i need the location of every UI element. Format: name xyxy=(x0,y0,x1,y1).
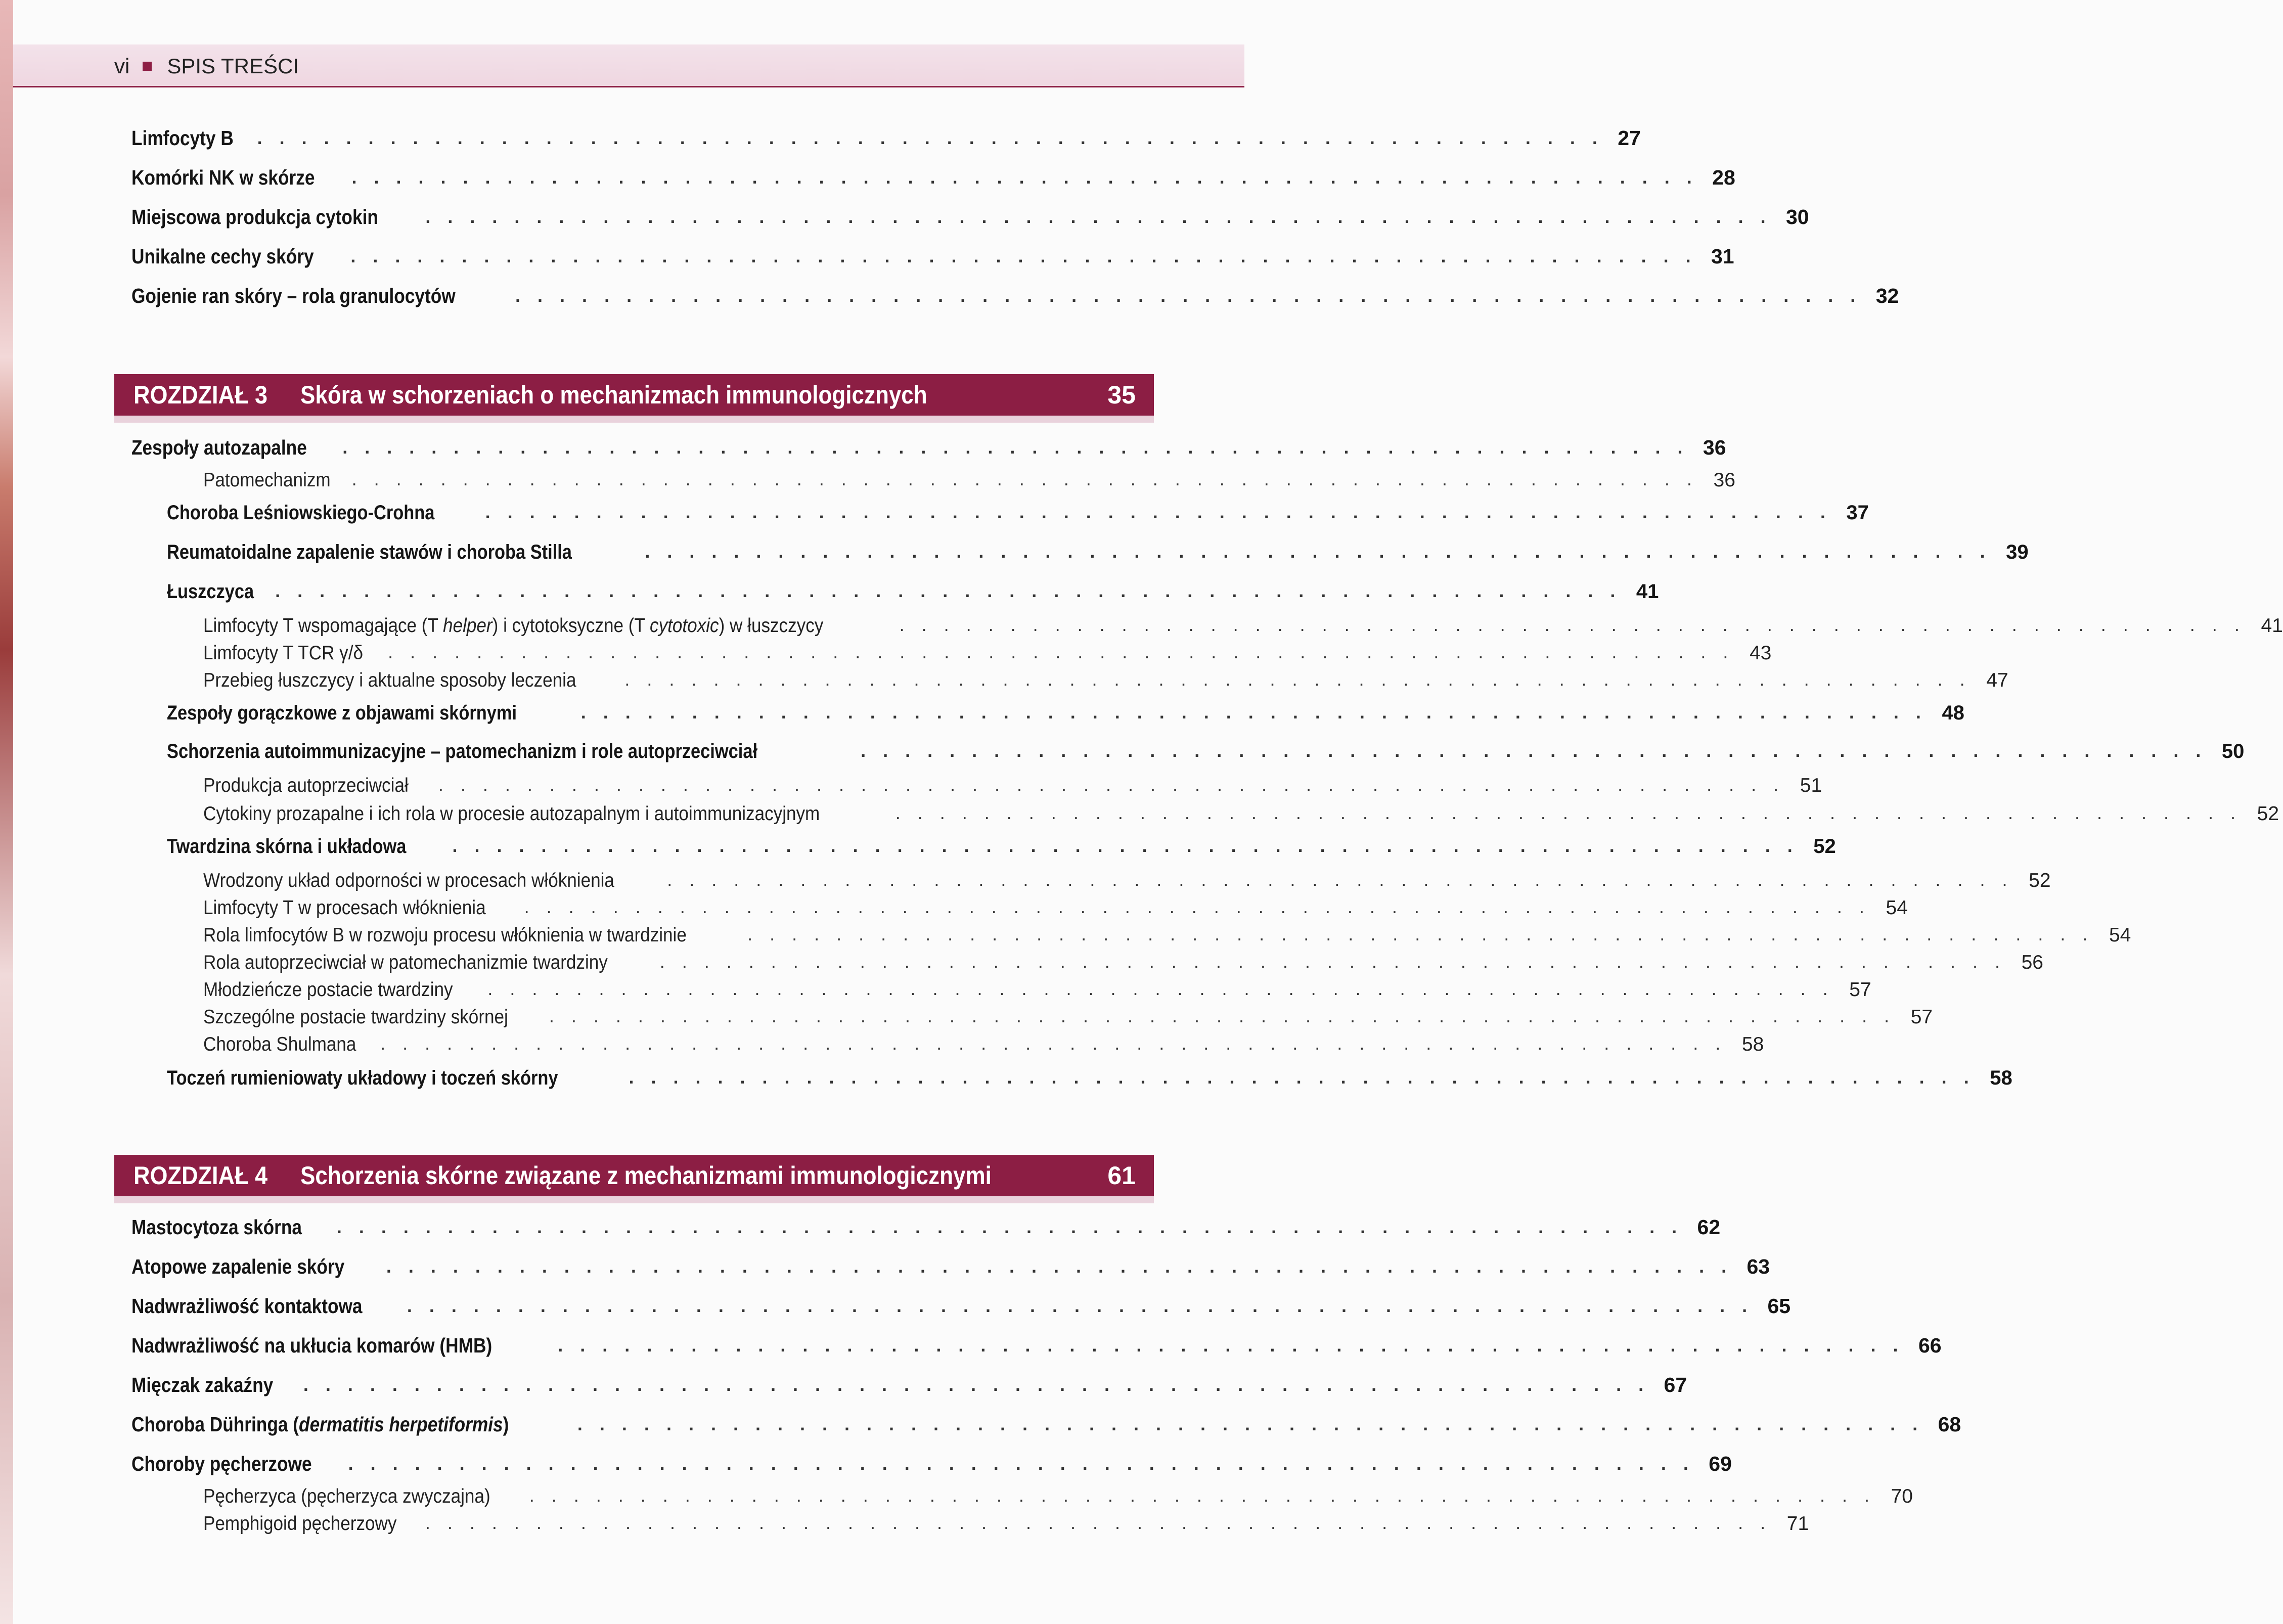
toc-entry-page: 41 xyxy=(2261,615,2283,637)
toc-entry-title: Gojenie ran skóry – rola granulocytów xyxy=(131,284,456,307)
toc-subentry[interactable] xyxy=(203,802,2279,825)
toc-entry-page: 47 xyxy=(1986,669,2008,691)
chapter-title: Skóra w schorzeniach o mechanizmach immunologicznych xyxy=(300,381,927,409)
toc-subentry[interactable] xyxy=(203,924,2131,946)
toc-entry-title: Unikalne cechy skóry xyxy=(131,245,314,268)
toc-entry[interactable] xyxy=(131,436,1726,460)
toc-entry[interactable] xyxy=(131,1294,1791,1318)
toc-entry[interactable] xyxy=(131,205,1809,229)
toc-entry-page: 71 xyxy=(1786,1513,1809,1535)
toc-entry-title: Limfocyty T w procesach włóknienia xyxy=(203,897,486,919)
leader-dots: . . . . . . . . . . . . . . . . . . . . . . . . . . . . . . . . . . . . . . . . . . . . . . . . . . . . . . . . . . . . . xyxy=(303,1374,1650,1395)
leader-dots: . . . . . . . . . . . . . . . . . . . . . . . . . . . . . . . . . . . . . . . . . . . . . . . . . . . . . . . . . . . . . xyxy=(487,978,1834,999)
toc-entry[interactable] xyxy=(131,1452,1732,1476)
leader-dots: . . . . . . . . . . . . . . . . . . . . . . . . . . . . . . . . . . . . . . . . . . . . . . . . . . . . . . . . . . . . . xyxy=(257,127,1603,148)
toc-entry-page: 66 xyxy=(1918,1334,1942,1357)
toc-entry[interactable] xyxy=(167,702,1964,725)
leader-dots: . . . . . . . . . . . . . . . . . . . . . . . . . . . . . . . . . . . . . . . . . . . . . . . . . . . . . . . . . . . . . xyxy=(747,924,2094,944)
toc-entry-title: Zespoły gorączkowe z objawami skórnymi xyxy=(167,702,517,724)
toc-entry-title: Mastocytoza skórna xyxy=(131,1215,302,1239)
leader-dots: . . . . . . . . . . . . . . . . . . . . . . . . . . . . . . . . . . . . . . . . . . . . . . . . . . . . . . . . . . . . . xyxy=(895,802,2242,823)
toc-entry-page: 68 xyxy=(1938,1413,1961,1436)
chapter-label: ROZDZIAŁ 3 xyxy=(133,381,267,409)
toc-subentry[interactable] xyxy=(203,642,1772,664)
toc-entry-page: 57 xyxy=(1849,979,1871,1001)
leader-dots: . . . . . . . . . . . . . . . . . . . . . . . . . . . . . . . . . . . . . . . . . . . . . . . . . . . . . . . . . . . . . xyxy=(438,774,1785,795)
header-section-title: SPIS TREŚCI xyxy=(167,54,299,78)
toc-subentry[interactable] xyxy=(203,669,2008,692)
leader-dots: . . . . . . . . . . . . . . . . . . . . . . . . . . . . . . . . . . . . . . . . . . . . . . . . . . . . . . . . . . . . . xyxy=(380,1033,1727,1054)
toc-entry-page: 41 xyxy=(1636,580,1659,603)
toc-entry-page: 39 xyxy=(2006,541,2029,563)
leader-dots: . . . . . . . . . . . . . . . . . . . . . . . . . . . . . . . . . . . . . . . . . . . . . . . . . . . . . . . . . . . . . xyxy=(386,1256,1733,1277)
toc-entry[interactable] xyxy=(167,502,1869,524)
toc-entry-page: 36 xyxy=(1713,469,1735,491)
toc-entry-page: 58 xyxy=(1741,1033,1764,1055)
toc-entry[interactable] xyxy=(131,1334,1942,1358)
toc-entry-page: 50 xyxy=(2221,740,2245,762)
toc-entry-page: 36 xyxy=(1703,436,1726,459)
toc-entry[interactable] xyxy=(131,126,1641,150)
leader-dots: . . . . . . . . . . . . . . . . . . . . . . . . . . . . . . . . . . . . . . . . . . . . . . . . . . . . . . . . . . . . . xyxy=(645,541,1991,562)
leader-dots: . . . . . . . . . . . . . . . . . . . . . . . . . . . . . . . . . . . . . . . . . . . . . . . . . . . . . . . . . . . . . xyxy=(580,702,1927,723)
chapter-page: 61 xyxy=(1107,1161,1136,1190)
toc-entry-page: 63 xyxy=(1747,1255,1770,1278)
toc-entry-page: 51 xyxy=(1800,775,1822,796)
toc-entry-page: 67 xyxy=(1664,1373,1687,1396)
toc-entry-title: Cytokiny prozapalne i ich rola w procesie autozapalnym i autoimmunizacyjnym xyxy=(203,803,820,825)
toc-subentry[interactable] xyxy=(203,1033,1764,1056)
toc-entry[interactable] xyxy=(167,740,2245,763)
toc-entry-page: 70 xyxy=(1891,1485,1913,1507)
toc-entry[interactable] xyxy=(167,835,1836,858)
chapter-underline xyxy=(114,416,1154,423)
chapter-4-header[interactable] xyxy=(114,1155,1154,1196)
leader-dots: . . . . . . . . . . . . . . . . . . . . . . . . . . . . . . . . . . . . . . . . . . . . . . . . . . . . . . . . . . . . . xyxy=(659,951,2006,972)
header-page-number: vi xyxy=(114,54,130,78)
toc-entry-title: Komórki NK w skórze xyxy=(131,166,315,189)
page-edge-decoration xyxy=(0,0,13,1624)
chapter-label: ROZDZIAŁ 4 xyxy=(133,1161,267,1190)
toc-entry-title: Przebieg łuszczycy i aktualne sposoby leczenia xyxy=(203,669,576,691)
toc-entry[interactable] xyxy=(167,1067,2012,1090)
toc-entry-page: 48 xyxy=(1942,702,1964,724)
toc-entry-title: Choroba Leśniowskiego-Crohna xyxy=(167,502,435,524)
toc-entry-title: Patomechanizm xyxy=(203,469,331,491)
toc-entry-title: Wrodzony układ odporności w procesach włóknienia xyxy=(203,870,614,891)
toc-entry[interactable] xyxy=(131,1255,1770,1279)
toc-subentry[interactable] xyxy=(203,1485,1913,1508)
leader-dots: . . . . . . . . . . . . . . . . . . . . . . . . . . . . . . . . . . . . . . . . . . . . . . . . . . . . . . . . . . . . . xyxy=(342,437,1689,458)
toc-entry-page: 69 xyxy=(1709,1452,1732,1475)
toc-entry-title: Mięczak zakaźny xyxy=(131,1373,274,1396)
chapter-3-header[interactable] xyxy=(114,374,1154,416)
toc-entry-title: Nadwrażliwość kontaktowa xyxy=(131,1294,363,1318)
toc-entry-page: 52 xyxy=(1813,835,1836,858)
toc-subentry[interactable] xyxy=(203,774,1822,797)
toc-entry-page: 58 xyxy=(1990,1067,2012,1089)
toc-subentry[interactable] xyxy=(203,1512,1809,1535)
toc-entry-title: Limfocyty T TCR γ/δ xyxy=(203,642,364,664)
toc-entry-page: 30 xyxy=(1785,205,1809,229)
toc-subentry[interactable] xyxy=(203,978,1871,1001)
toc-entry[interactable] xyxy=(131,1215,1721,1239)
leader-dots: . . . . . . . . . . . . . . . . . . . . . . . . . . . . . . . . . . . . . . . . . . . . . . . . . . . . . . . . . . . . . xyxy=(515,285,1862,306)
toc-entry-page: 57 xyxy=(1910,1006,1933,1028)
leader-dots: . . . . . . . . . . . . . . . . . . . . . . . . . . . . . . . . . . . . . . . . . . . . . . . . . . . . . . . . . . . . . xyxy=(861,740,2207,761)
leader-dots: . . . . . . . . . . . . . . . . . . . . . . . . . . . . . . . . . . . . . . . . . . . . . . . . . . . . . . . . . . . . . xyxy=(275,580,1622,601)
toc-entry-title: Zespoły autozapalne xyxy=(131,436,307,459)
toc-entry-title: Toczeń rumieniowaty układowy i toczeń skórny xyxy=(167,1067,558,1089)
toc-entry[interactable] xyxy=(131,245,1734,268)
toc-entry-title: Choroba Dühringa (dermatitis herpetiformis) xyxy=(131,1413,509,1436)
toc-entry-page: 27 xyxy=(1618,126,1641,150)
toc-subentry[interactable] xyxy=(203,896,1908,919)
leader-dots: . . . . . . . . . . . . . . . . . . . . . . . . . . . . . . . . . . . . . . . . . . . . . . . . . . . . . . . . . . . . . xyxy=(524,896,1870,917)
leader-dots: . . . . . . . . . . . . . . . . . . . . . . . . . . . . . . . . . . . . . . . . . . . . . . . . . . . . . . . . . . . . . xyxy=(667,869,2013,890)
toc-entry-title: Młodzieńcze postacie twardziny xyxy=(203,979,453,1001)
toc-entry-title: Pęcherzyca (pęcherzyca zwyczajna) xyxy=(203,1485,490,1507)
leader-dots: . . . . . . . . . . . . . . . . . . . . . . . . . . . . . . . . . . . . . . . . . . . . . . . . . . . . . . . . . . . . . xyxy=(899,614,2246,635)
leader-dots: . . . . . . . . . . . . . . . . . . . . . . . . . . . . . . . . . . . . . . . . . . . . . . . . . . . . . . . . . . . . . xyxy=(485,502,1831,522)
leader-dots: . . . . . . . . . . . . . . . . . . . . . . . . . . . . . . . . . . . . . . . . . . . . . . . . . . . . . . . . . . . . . xyxy=(558,1335,1904,1356)
leader-dots: . . . . . . . . . . . . . . . . . . . . . . . . . . . . . . . . . . . . . . . . . . . . . . . . . . . . . . . . . . . . . xyxy=(549,1006,1896,1026)
toc-entry-title: Twardzina skórna i układowa xyxy=(167,835,407,858)
toc-entry[interactable] xyxy=(131,166,1735,190)
toc-entry-page: 31 xyxy=(1711,245,1734,268)
leader-dots: . . . . . . . . . . . . . . . . . . . . . . . . . . . . . . . . . . . . . . . . . . . . . . . . . . . . . . . . . . . . . xyxy=(336,1216,1683,1237)
leader-dots: . . . . . . . . . . . . . . . . . . . . . . . . . . . . . . . . . . . . . . . . . . . . . . . . . . . . . . . . . . . . . xyxy=(351,167,1698,188)
toc-subentry[interactable] xyxy=(203,869,2051,892)
toc-entry-page: 56 xyxy=(2021,952,2043,973)
toc-entry-page: 43 xyxy=(1749,642,1772,664)
toc-entry-page: 37 xyxy=(1846,502,1869,524)
leader-dots: . . . . . . . . . . . . . . . . . . . . . . . . . . . . . . . . . . . . . . . . . . . . . . . . . . . . . . . . . . . . . xyxy=(407,1295,1754,1316)
toc-entry-title: Szczególne postacie twardziny skórnej xyxy=(203,1006,508,1028)
toc-entry-title: Nadwrażliwość na ukłucia komarów (HMB) xyxy=(131,1334,493,1357)
toc-entry-title: Atopowe zapalenie skóry xyxy=(131,1255,345,1278)
chapter-underline xyxy=(114,1196,1154,1203)
toc-entry-page: 54 xyxy=(2109,924,2131,946)
leader-dots: . . . . . . . . . . . . . . . . . . . . . . . . . . . . . . . . . . . . . . . . . . . . . . . . . . . . . . . . . . . . . xyxy=(425,206,1772,227)
toc-entry-title: Rola autoprzeciwciał w patomechanizmie twardziny xyxy=(203,952,608,973)
toc-entry-title: Łuszczyca xyxy=(167,580,254,603)
leader-dots: . . . . . . . . . . . . . . . . . . . . . . . . . . . . . . . . . . . . . . . . . . . . . . . . . . . . . . . . . . . . . xyxy=(452,835,1799,856)
toc-entry-title: Choroby pęcherzowe xyxy=(131,1452,312,1475)
leader-dots: . . . . . . . . . . . . . . . . . . . . . . . . . . . . . . . . . . . . . . . . . . . . . . . . . . . . . . . . . . . . . xyxy=(624,669,1971,690)
toc-entry[interactable] xyxy=(167,580,1659,603)
square-bullet-icon xyxy=(143,62,152,71)
toc-entry-title: Pemphigoid pęcherzowy xyxy=(203,1513,397,1535)
toc-entry-title: Schorzenia autoimmunizacyjne – patomechanizm i role autoprzeciwciał xyxy=(167,740,758,762)
toc-entry-title: Choroba Shulmana xyxy=(203,1033,356,1055)
toc-entry-title: Reumatoidalne zapalenie stawów i choroba Stilla xyxy=(167,541,572,563)
running-header xyxy=(114,52,299,80)
toc-entry-page: 32 xyxy=(1875,284,1899,307)
toc-entry-page: 28 xyxy=(1712,166,1735,189)
toc-subentry[interactable] xyxy=(203,614,2283,637)
chapter-page: 35 xyxy=(1107,381,1136,409)
leader-dots: . . . . . . . . . . . . . . . . . . . . . . . . . . . . . . . . . . . . . . . . . . . . . . . . . . . . . . . . . . . . . xyxy=(425,1512,1772,1533)
leader-dots: . . . . . . . . . . . . . . . . . . . . . . . . . . . . . . . . . . . . . . . . . . . . . . . . . . . . . . . . . . . . . xyxy=(529,1485,1875,1506)
toc-entry-page: 52 xyxy=(2257,803,2279,825)
leader-dots: . . . . . . . . . . . . . . . . . . . . . . . . . . . . . . . . . . . . . . . . . . . . . . . . . . . . . . . . . . . . . xyxy=(350,246,1697,266)
toc-subentry[interactable] xyxy=(203,1006,1933,1028)
toc-entry-title: Produkcja autoprzeciwciał xyxy=(203,775,409,796)
toc-entry[interactable] xyxy=(131,1373,1687,1397)
toc-entry-title: Rola limfocytów B w rozwoju procesu włóknienia w twardzinie xyxy=(203,924,687,946)
toc-entry[interactable] xyxy=(131,284,1899,308)
toc-subentry[interactable] xyxy=(203,951,2043,974)
leader-dots: . . . . . . . . . . . . . . . . . . . . . . . . . . . . . . . . . . . . . . . . . . . . . . . . . . . . . . . . . . . . . xyxy=(629,1067,1975,1088)
leader-dots: . . . . . . . . . . . . . . . . . . . . . . . . . . . . . . . . . . . . . . . . . . . . . . . . . . . . . . . . . . . . . xyxy=(388,642,1734,662)
chapter-title: Schorzenia skórne związane z mechanizmami immunologicznymi xyxy=(300,1161,992,1190)
toc-entry[interactable] xyxy=(167,541,2029,564)
leader-dots: . . . . . . . . . . . . . . . . . . . . . . . . . . . . . . . . . . . . . . . . . . . . . . . . . . . . . . . . . . . . . xyxy=(351,469,1698,489)
toc-entry[interactable] xyxy=(131,1413,1961,1436)
toc-entry-page: 65 xyxy=(1767,1294,1791,1318)
toc-entry-page: 52 xyxy=(2029,870,2051,891)
toc-entry-title: Limfocyty T wspomagające (T helper) i cytotoksyczne (T cytotoxic) w łuszczycy xyxy=(203,615,824,637)
toc-entry-page: 62 xyxy=(1697,1215,1721,1239)
toc-subentry[interactable] xyxy=(203,469,1735,491)
toc-entry-page: 54 xyxy=(1886,897,1908,919)
leader-dots: . . . . . . . . . . . . . . . . . . . . . . . . . . . . . . . . . . . . . . . . . . . . . . . . . . . . . . . . . . . . . xyxy=(577,1414,1924,1434)
toc-entry-title: Limfocyty B xyxy=(131,126,234,150)
leader-dots: . . . . . . . . . . . . . . . . . . . . . . . . . . . . . . . . . . . . . . . . . . . . . . . . . . . . . . . . . . . . . xyxy=(348,1453,1694,1474)
toc-entry-title: Miejscowa produkcja cytokin xyxy=(131,205,378,229)
